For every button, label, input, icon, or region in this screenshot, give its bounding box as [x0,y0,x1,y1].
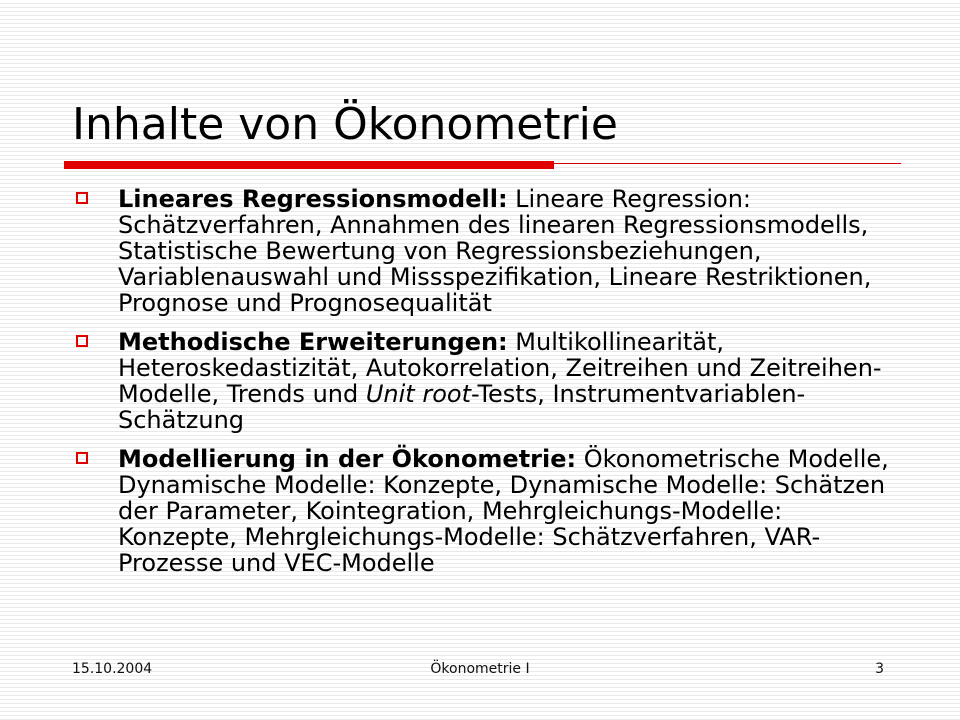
bullet-text-italic: Unit root [365,380,471,408]
page-number: 3 [875,661,884,677]
bullet-text: -Tests, Instrumentvariablen-Schätzung [118,380,806,434]
bullet-text: Multikollinearität, Heteroskedastizität, Autokorrelation, Zeitreihen und Zeitreihen-Modelle, Trends und [118,328,882,408]
square-bullet-icon [76,452,88,464]
bullet-item-modellierung [72,446,902,576]
square-bullet-icon [76,192,88,204]
square-bullet-icon [76,335,88,347]
bullet-heading: Modellierung in der Ökonometrie: [118,445,577,473]
footer-title: Ökonometrie I [430,661,530,677]
bullet-item-methodische-erweiterungen [72,329,902,433]
bullet-item-lineares-regressionsmodell [72,186,902,316]
bullet-heading: Lineares Regressionsmodell: [118,185,508,213]
footer-date: 15.10.2004 [72,661,153,677]
bullet-text: Ökonometrische Modelle, Dynamische Modelle: Konzepte, Dynamische Modelle: Schätzen der Parameter, Kointegration, Mehrgleichungs-Modelle: Konzepte, Mehrgleichungs-Modelle: Schätzverfahren, VAR-Prozesse und VEC-Modelle [118,445,889,577]
bullet-list [72,186,902,589]
bullet-heading: Methodische Erweiterungen: [118,328,508,356]
title-underline-thick [64,161,554,169]
slide-title: Inhalte von Ökonometrie [72,99,618,150]
bullet-text: Lineare Regression: Schätzverfahren, Annahmen des linearen Regressionsmodells, Statistische Bewertung von Regressionsbeziehungen, Variablenauswahl und Missspezifikation, Lineare Restriktionen, Prognose und Prognosequalität [118,185,872,317]
